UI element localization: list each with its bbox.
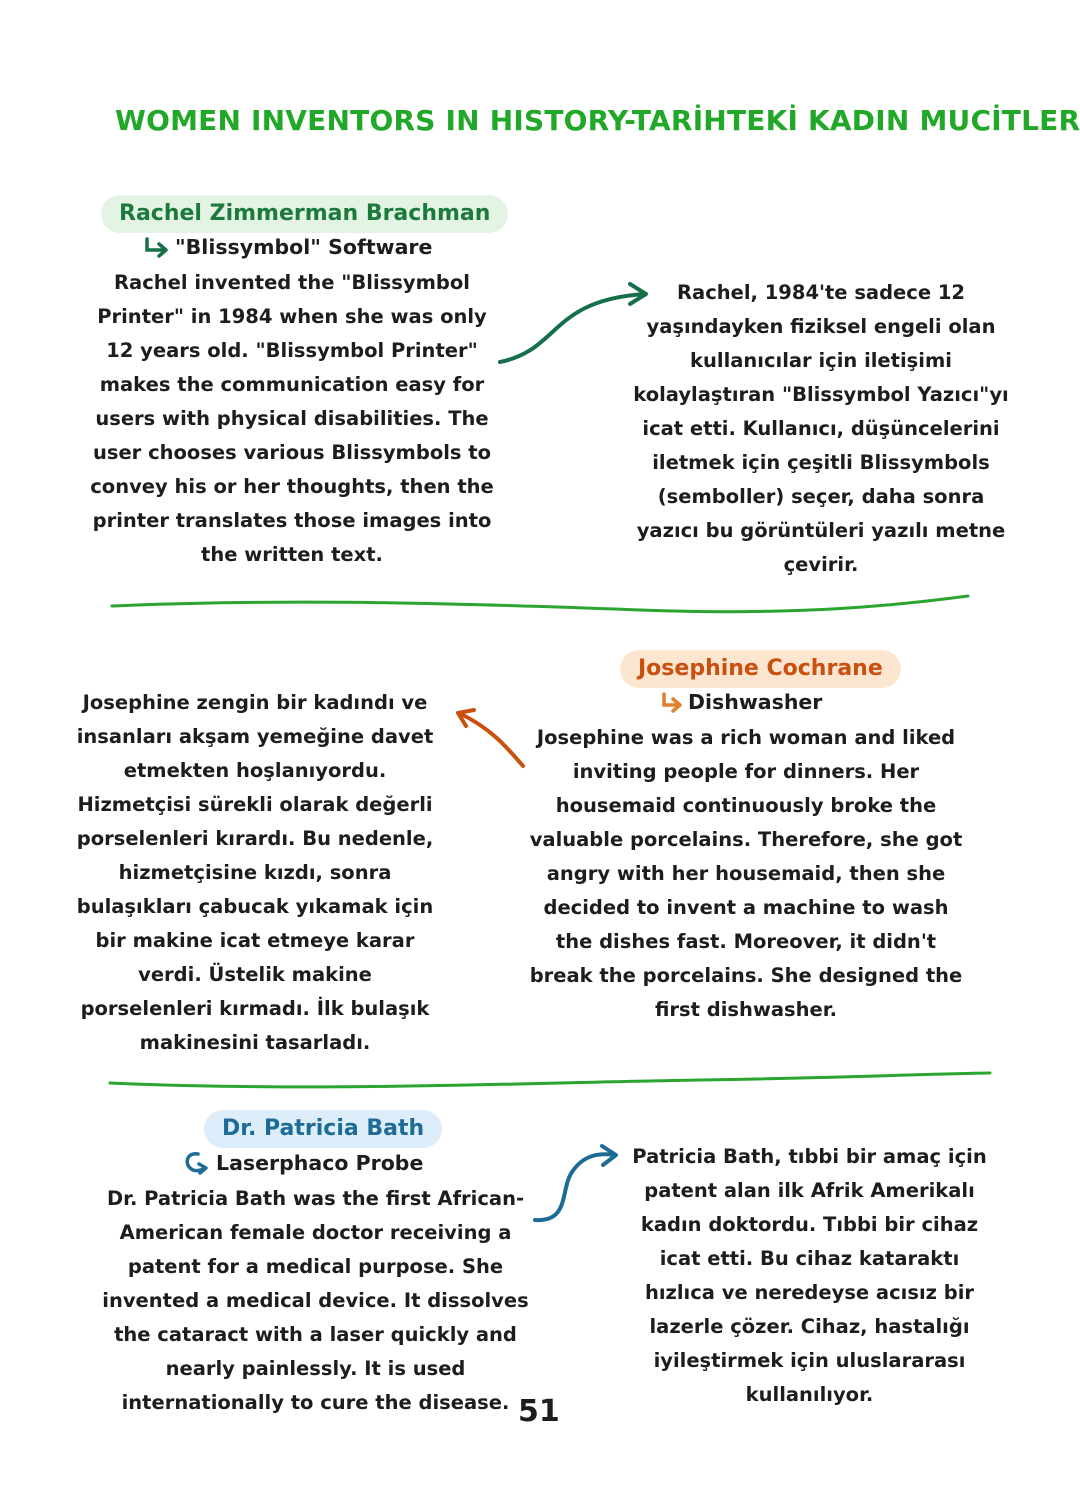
arrow-3 [535, 1154, 615, 1220]
arrow-3-head [602, 1146, 616, 1165]
english-text-josephine: Josephine was a rich woman and liked inviting people for dinners. Her housemaid continuously broke the valuable porcelains. Therefore, she got angry with her housemaid, then she decided to invent a machine to wash the dishes fast. Moreover, it didn't break the porcelains. She designed the first dishwasher. [529, 726, 963, 1021]
english-text-rachel: Rachel invented the "Blissymbol Printer" in 1984 when she was only 12 years old. "Blissymbol Printer" makes the communication easy for users with physical disabilities. The user chooses various Blissymbols to convey his or her thoughts, then the printer translates those images into the written text. [90, 271, 494, 566]
inventor-name-josephine: Josephine Cochrane [620, 650, 901, 688]
divider-line-1 [112, 596, 968, 612]
divider-line-2 [110, 1073, 990, 1087]
turkish-text-josephine: Josephine zengin bir kadındı ve insanları akşam yemeğine davet etmekten hoşlanıyordu. Hizmetçisi sürekli olarak değerli porselenleri kırardı. Bu nedenle, hizmetçisine kızdı, sonra bulaşıkları çabucak yıkamak için bir makine icat etmeye karar verdi. Üstelik makine porselenleri kırmadı. İlk bulaşık makinesini tasarladı. [76, 691, 434, 1054]
turkish-text-rachel: Rachel, 1984'te sadece 12 yaşındayken fiziksel engeli olan kullanıcılar için iletişimi kolaylaştıran "Blissymbol Yazıcı"yı icat etti. Kullanıcı, düşüncelerini iletmek için çeşitli Blissymbols (semboller) seçer, daha sonra yazıcı bu görüntüleri yazılı metne çevirir. [633, 281, 1009, 576]
invention-patricia: Laserphaco Probe [216, 1151, 424, 1175]
invention-line-rachel [143, 235, 432, 259]
inventor-name-patricia: Dr. Patricia Bath [204, 1110, 442, 1148]
invention-josephine: Dishwasher [688, 690, 823, 714]
invention-rachel: "Blissymbol" Software [175, 235, 433, 259]
return-arrow-icon [143, 236, 171, 258]
invention-line-patricia [182, 1150, 423, 1176]
arrow-2-head [458, 710, 474, 726]
turkish-text-patricia: Patricia Bath, tıbbi bir amaç için patent alan ilk Afrik Amerikalı kadın doktordu. Tıbbi bir cihaz icat etti. Bu cihaz kataraktı hızlıca ve neredeyse acısız bir lazerle çözer. Cihaz, hastalığı iyileştirmek için uluslararası kullanılıyor. [632, 1145, 987, 1406]
english-text-patricia: Dr. Patricia Bath was the first African-American female doctor receiving a patent for a medical purpose. She invented a medical device. It dissolves the cataract with a laser quickly and nearly painlessly. It is used internationally to cure the disease. [102, 1187, 529, 1414]
arrow-2 [459, 713, 523, 766]
return-arrow-icon [660, 691, 684, 713]
invention-line-josephine [660, 690, 822, 714]
curved-arrow-icon [182, 1150, 212, 1176]
page-number: 51 [518, 1394, 560, 1429]
inventor-name-rachel: Rachel Zimmerman Brachman [101, 195, 508, 233]
page-title: WOMEN INVENTORS IN HISTORY-TARİHTEKİ KADIN MUCİTLER [115, 104, 1080, 137]
arrow-1 [500, 294, 645, 362]
